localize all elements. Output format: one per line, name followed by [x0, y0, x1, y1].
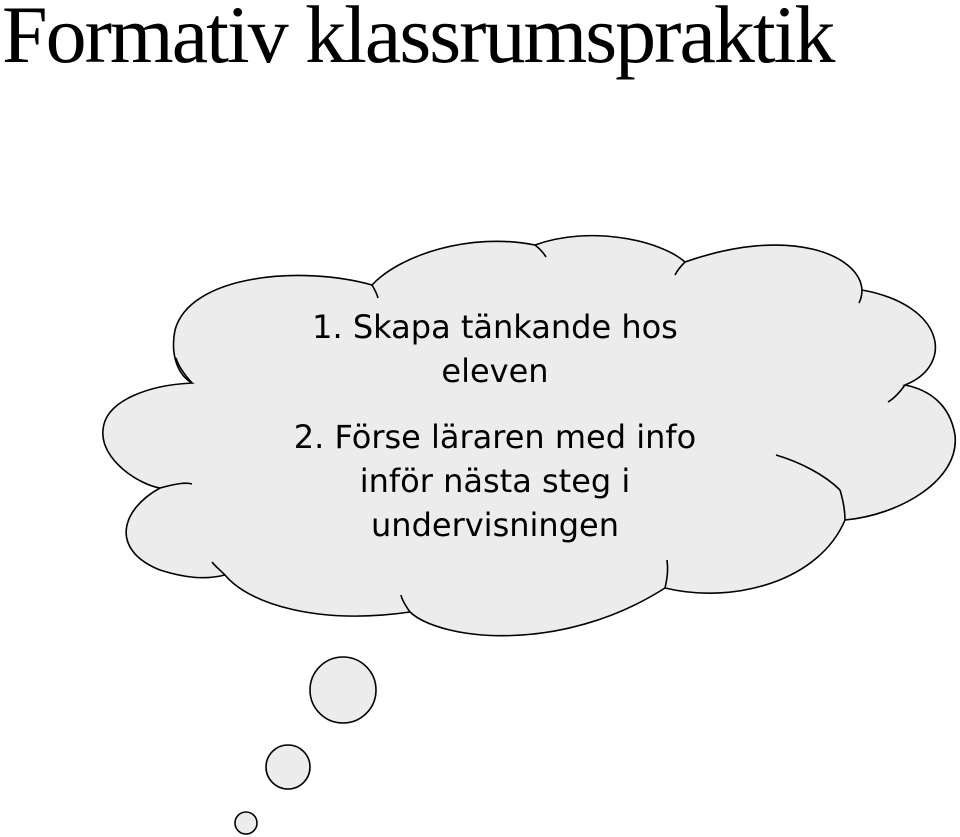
- cloud-item-2-line-1: 2. Förse läraren med info: [293, 418, 697, 456]
- thought-bubble-small: [235, 812, 257, 834]
- page-title: Formativ klassrumspraktik: [2, 0, 834, 80]
- cloud-item-2-line-3: undervisningen: [371, 506, 619, 544]
- cloud-item-1-line-1: 1. Skapa tänkande hos: [312, 308, 678, 346]
- cloud-item-2-line-2: inför nästa steg i: [359, 462, 631, 500]
- thought-bubble-large: [310, 657, 376, 723]
- thought-bubble-medium: [266, 745, 310, 789]
- cloud-text: [230, 305, 760, 547]
- cloud-item-spacer: [230, 393, 760, 415]
- cloud-item-1-line-2: eleven: [441, 352, 549, 390]
